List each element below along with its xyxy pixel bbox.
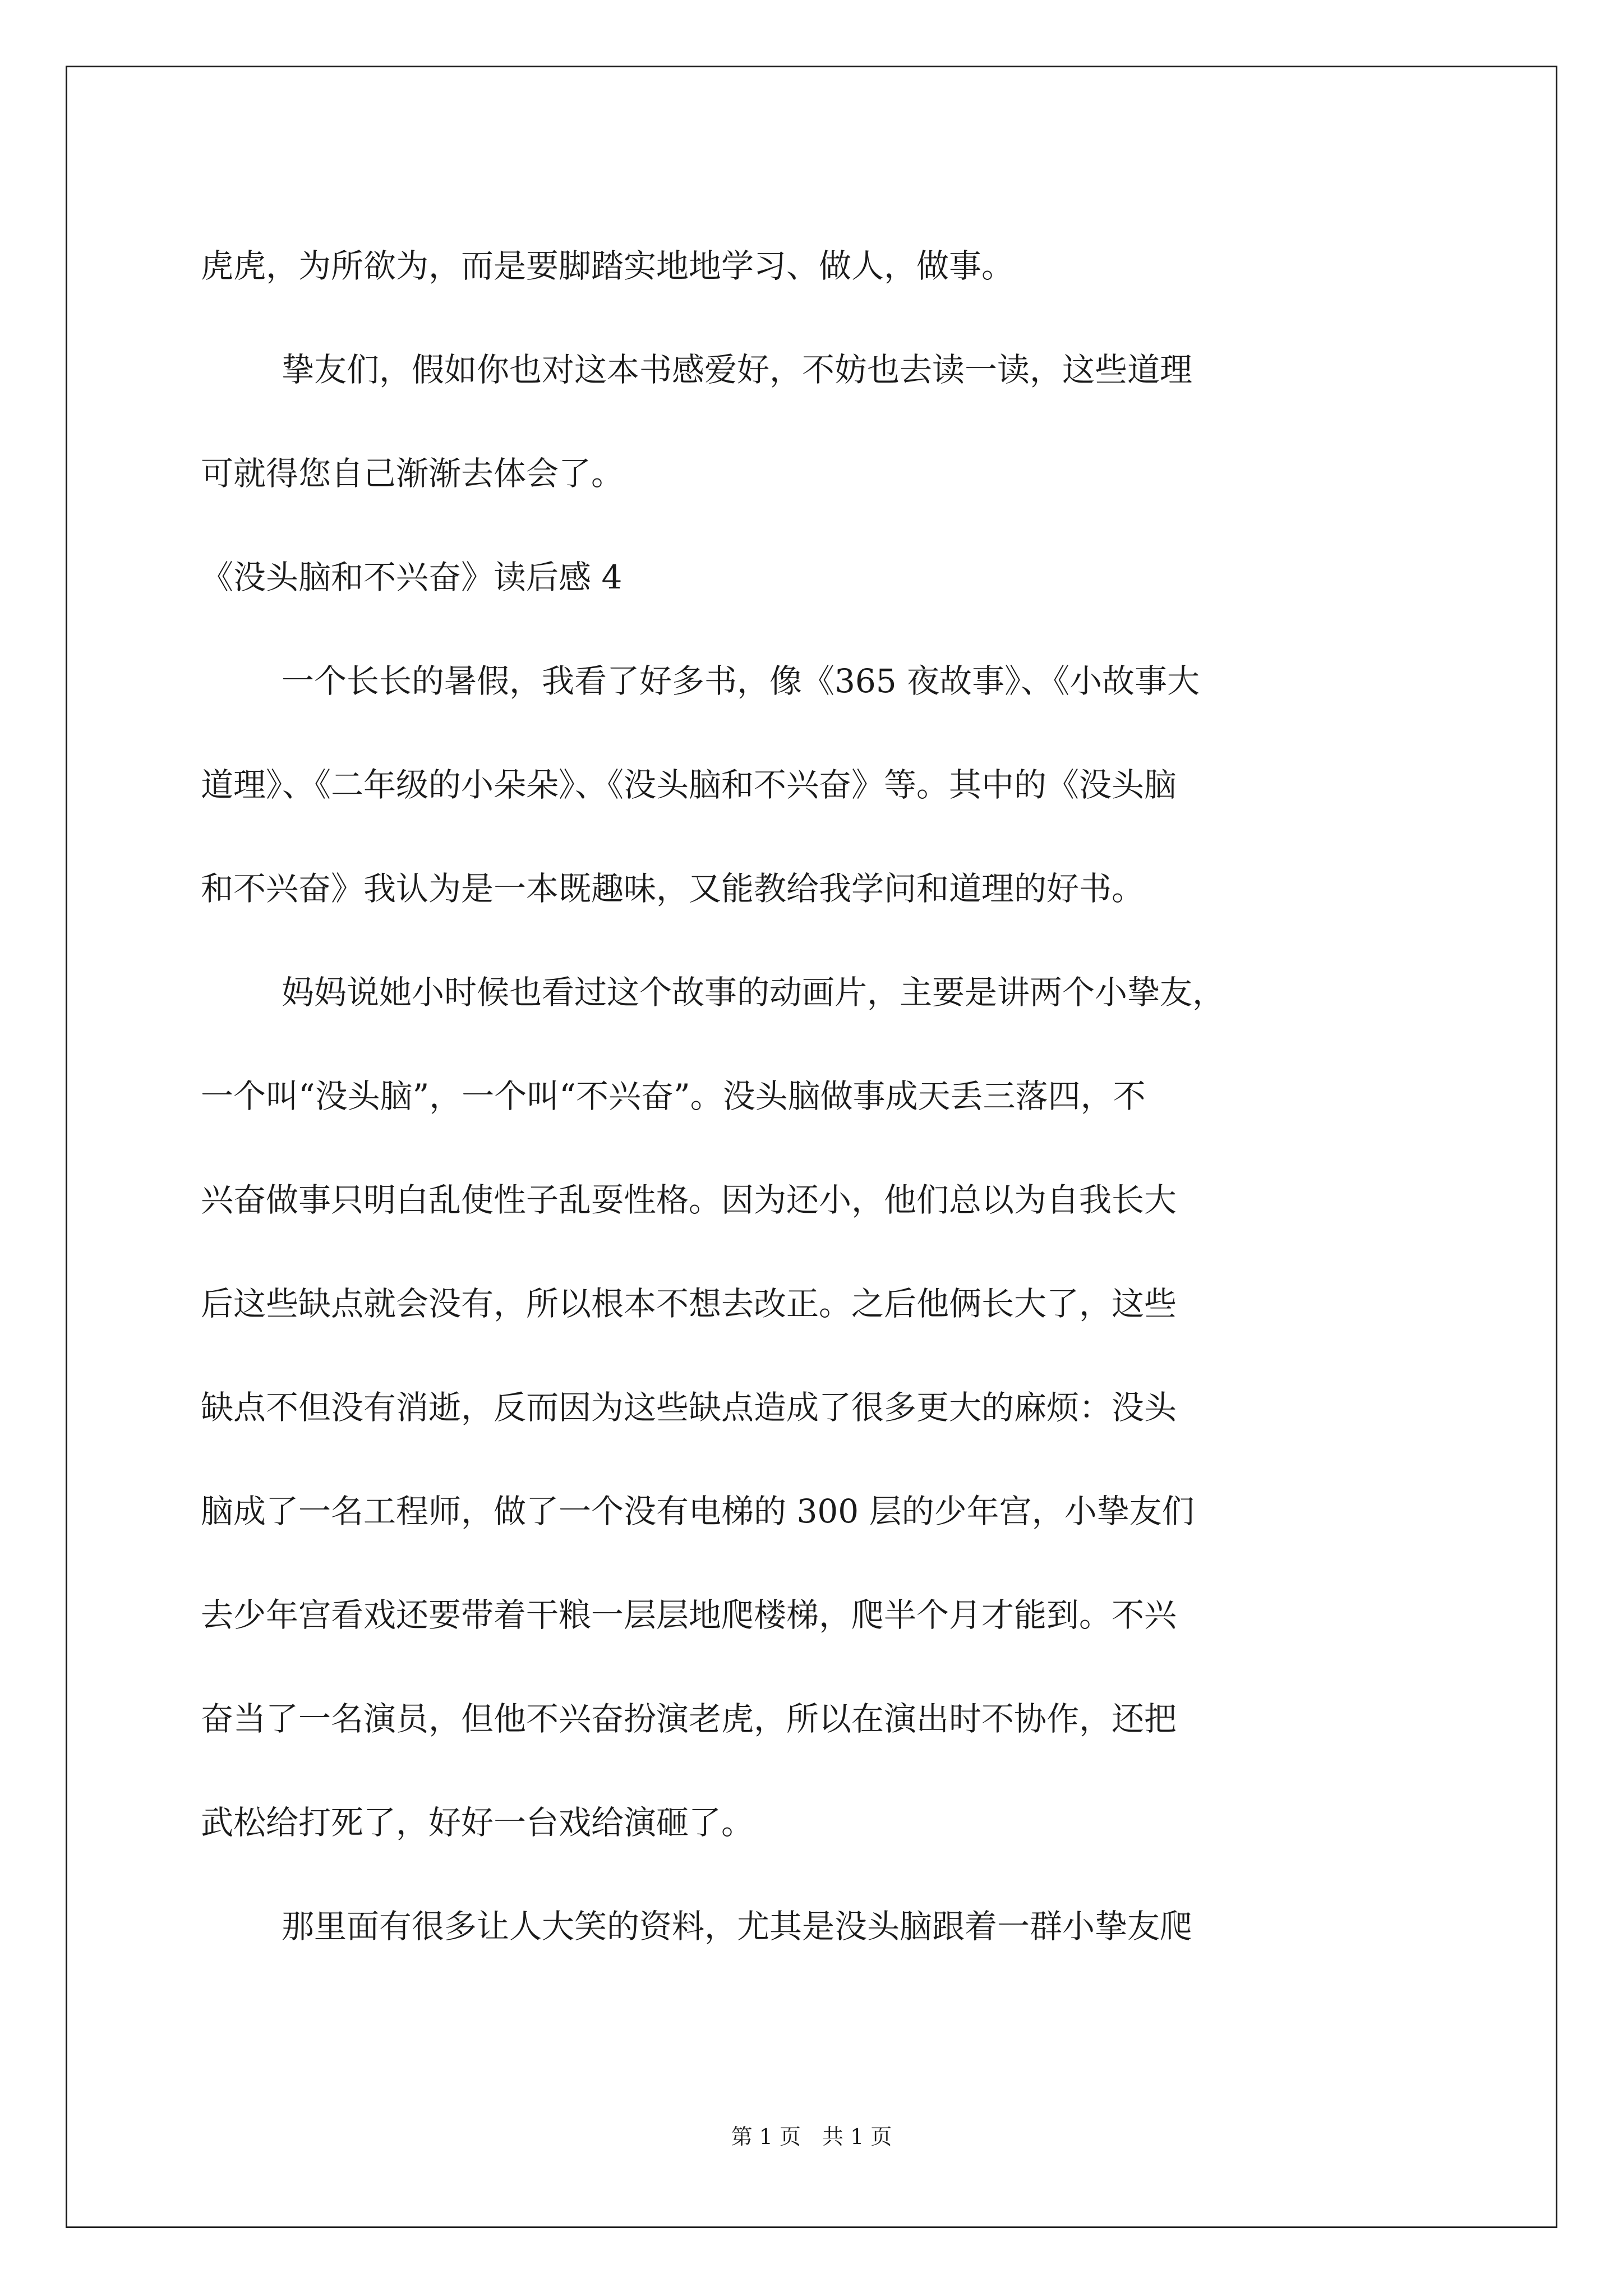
text-line: 一个叫“没头脑”，一个叫“不兴奋”。没头脑做事成天丢三落四，不: [201, 1077, 1146, 1115]
text-line: 挚友们，假如你也对这本书感爱好，不妨也去读一读，这些道理: [282, 351, 1193, 389]
document-page: [66, 66, 1557, 2228]
text-line: 那里面有很多让人大笑的资料，尤其是没头脑跟着一群小挚友爬: [282, 1907, 1193, 1945]
text-line: 奋当了一名演员，但他不兴奋扮演老虎，所以在演出时不协作，还把: [201, 1700, 1177, 1738]
text-line: 一个长长的暑假，我看了好多书，像《365 夜故事》、《小故事大: [282, 662, 1200, 700]
text-line: 虎虎，为所欲为，而是要脚踏实地地学习、做人，做事。: [201, 247, 1015, 285]
text-line: 兴奋做事只明白乱使性子乱耍性格。因为还小，他们总以为自我长大: [201, 1181, 1177, 1219]
text-line: 缺点不但没有消逝，反而因为这些缺点造成了很多更大的麻烦：没头: [201, 1388, 1177, 1427]
text-line: 和不兴奋》我认为是一本既趣味，又能教给我学问和道理的好书。: [201, 869, 1145, 908]
page-footer: 第 1 页 共 1 页: [731, 2124, 892, 2149]
text-line: 可就得您自己渐渐去体会了。: [201, 454, 624, 493]
section-heading: 《没头脑和不兴奋》读后感 4: [201, 558, 623, 596]
text-line: 道理》、《二年级的小朵朵》、《没头脑和不兴奋》等。其中的《没头脑: [201, 766, 1177, 804]
text-line: 去少年宫看戏还要带着干粮一层层地爬楼梯，爬半个月才能到。不兴: [201, 1596, 1177, 1634]
text-line: 妈妈说她小时候也看过这个故事的动画片，主要是讲两个小挚友，: [282, 973, 1225, 1011]
text-line: 脑成了一名工程师，做了一个没有电梯的 300 层的少年宫，小挚友们: [201, 1492, 1195, 1530]
text-line: 武松给打死了，好好一台戏给演砸了。: [201, 1803, 754, 1842]
text-line: 后这些缺点就会没有，所以根本不想去改正。之后他俩长大了，这些: [201, 1285, 1177, 1323]
